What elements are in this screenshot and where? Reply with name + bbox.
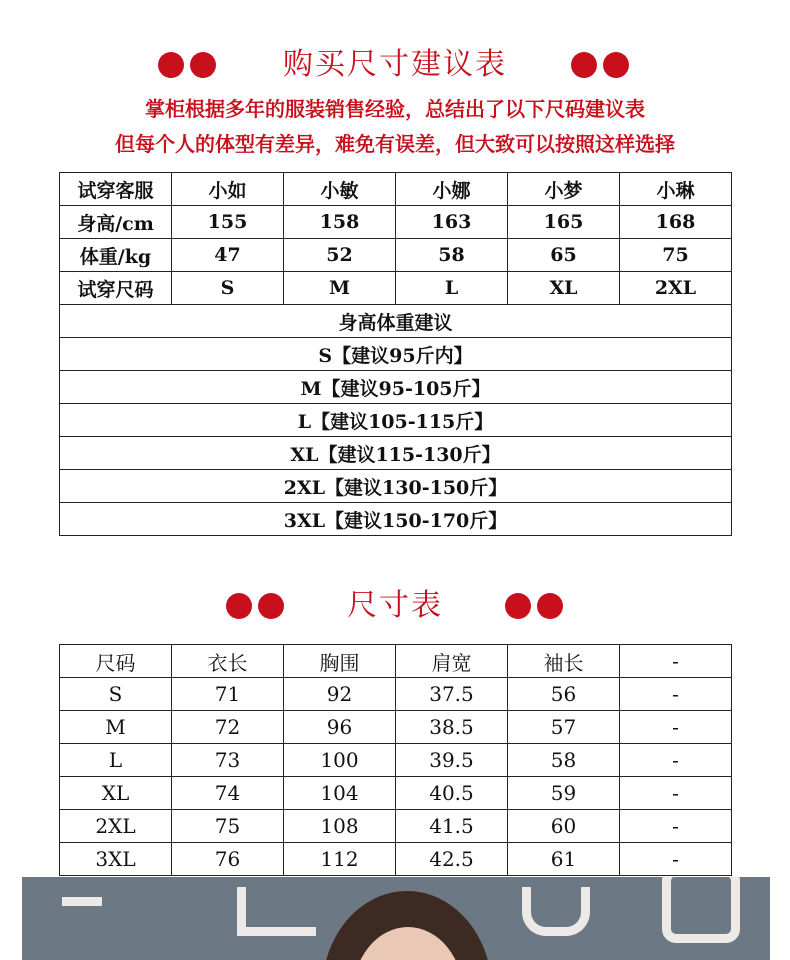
- advice-cell: 2XL【建议130-150斤】: [60, 470, 732, 503]
- table-cell: 小琳: [620, 173, 732, 206]
- advice-cell: S【建议95斤内】: [60, 338, 732, 371]
- size-chart-table: [59, 644, 732, 876]
- table-cell: 60: [508, 810, 620, 843]
- table-cell: 72: [172, 711, 284, 744]
- table-row: [60, 371, 732, 404]
- table-cell: 96: [284, 711, 396, 744]
- table-cell: L: [396, 272, 508, 305]
- table-cell: S: [60, 678, 172, 711]
- table-cell: XL: [508, 272, 620, 305]
- table-row: [60, 239, 732, 272]
- size-chart-title-row: [0, 584, 790, 628]
- table-row: [60, 744, 732, 777]
- row-header-cell: 体重/kg: [60, 239, 172, 272]
- table-row: [60, 272, 732, 305]
- row-header-cell: 身高/cm: [60, 206, 172, 239]
- column-header: 胸围: [284, 645, 396, 678]
- table-cell: 75: [172, 810, 284, 843]
- table-cell: 104: [284, 777, 396, 810]
- advice-cell: 3XL【建议150-170斤】: [60, 503, 732, 536]
- table-row: [60, 437, 732, 470]
- row-header-cell: 试穿客服: [60, 173, 172, 206]
- table-cell: 61: [508, 843, 620, 876]
- backdrop-letter-shape: [662, 877, 740, 943]
- table-row: [60, 206, 732, 239]
- table-cell: 41.5: [396, 810, 508, 843]
- table-row: [60, 843, 732, 876]
- table-cell: 57: [508, 711, 620, 744]
- table-cell: XL: [60, 777, 172, 810]
- model-photo: [22, 877, 770, 960]
- table-cell: 65: [508, 239, 620, 272]
- table-cell: 2XL: [620, 272, 732, 305]
- table-cell: 71: [172, 678, 284, 711]
- table-cell: -: [620, 843, 732, 876]
- column-header: 肩宽: [396, 645, 508, 678]
- table-cell: L: [60, 744, 172, 777]
- table-cell: 40.5: [396, 777, 508, 810]
- table-row: [60, 173, 732, 206]
- table-cell: 155: [172, 206, 284, 239]
- column-header: -: [620, 645, 732, 678]
- size-advice-title: 购买尺寸建议表: [283, 47, 507, 82]
- table-cell: -: [620, 810, 732, 843]
- table-cell: 58: [508, 744, 620, 777]
- table-cell: M: [60, 711, 172, 744]
- row-header-cell: 试穿尺码: [60, 272, 172, 305]
- table-cell: 58: [396, 239, 508, 272]
- column-header: 衣长: [172, 645, 284, 678]
- red-dot-icon: [571, 52, 597, 78]
- table-cell: 小敏: [284, 173, 396, 206]
- table-row: [60, 810, 732, 843]
- advice-cell: L【建议105-115斤】: [60, 404, 732, 437]
- red-dot-icon: [603, 52, 629, 78]
- table-cell: 2XL: [60, 810, 172, 843]
- table-cell: S: [172, 272, 284, 305]
- table-row: [60, 503, 732, 536]
- table-row: [60, 777, 732, 810]
- size-chart-title: 尺寸表: [347, 588, 443, 623]
- backdrop-letter-shape: [522, 887, 590, 936]
- table-cell: 47: [172, 239, 284, 272]
- table-cell: 100: [284, 744, 396, 777]
- red-dot-icon: [537, 593, 563, 619]
- intro-line-2: 但每个人的体型有差异，难免有误差，但大致可以按照这样选择: [115, 132, 675, 156]
- table-cell: 小如: [172, 173, 284, 206]
- table-cell: -: [620, 744, 732, 777]
- table-cell: 165: [508, 206, 620, 239]
- table-row: [60, 404, 732, 437]
- table-cell: -: [620, 777, 732, 810]
- table-row: [60, 470, 732, 503]
- advice-cell: M【建议95-105斤】: [60, 371, 732, 404]
- table-cell: 168: [620, 206, 732, 239]
- table-row: [60, 338, 732, 371]
- table-cell: 39.5: [396, 744, 508, 777]
- column-header: 袖长: [508, 645, 620, 678]
- backdrop-letter-shape: [62, 877, 102, 906]
- advice-title-cell: 身高体重建议: [60, 305, 732, 338]
- table-row: [60, 711, 732, 744]
- table-cell: 52: [284, 239, 396, 272]
- intro-line-1: 掌柜根据多年的服装销售经验，总结出了以下尺码建议表: [145, 97, 645, 121]
- table-cell: 37.5: [396, 678, 508, 711]
- table-cell: 38.5: [396, 711, 508, 744]
- table-cell: 56: [508, 678, 620, 711]
- table-cell: -: [620, 678, 732, 711]
- table-cell: 3XL: [60, 843, 172, 876]
- table-row: [60, 678, 732, 711]
- table-cell: 163: [396, 206, 508, 239]
- table-cell: 108: [284, 810, 396, 843]
- table-cell: 112: [284, 843, 396, 876]
- column-header: 尺码: [60, 645, 172, 678]
- size-recommendation-table: [59, 172, 732, 536]
- table-cell: M: [284, 272, 396, 305]
- table-cell: 小娜: [396, 173, 508, 206]
- table-cell: 59: [508, 777, 620, 810]
- backdrop-letter-shape: [237, 887, 316, 936]
- table-cell: 76: [172, 843, 284, 876]
- table-row: [60, 305, 732, 338]
- table-cell: -: [620, 711, 732, 744]
- size-advice-title-row: [0, 43, 790, 87]
- red-dot-icon: [505, 593, 531, 619]
- table-cell: 73: [172, 744, 284, 777]
- table-cell: 42.5: [396, 843, 508, 876]
- table-cell: 75: [620, 239, 732, 272]
- table-header-row: [60, 645, 732, 678]
- table-cell: 小梦: [508, 173, 620, 206]
- table-cell: 92: [284, 678, 396, 711]
- table-cell: 158: [284, 206, 396, 239]
- table-cell: 74: [172, 777, 284, 810]
- advice-cell: XL【建议115-130斤】: [60, 437, 732, 470]
